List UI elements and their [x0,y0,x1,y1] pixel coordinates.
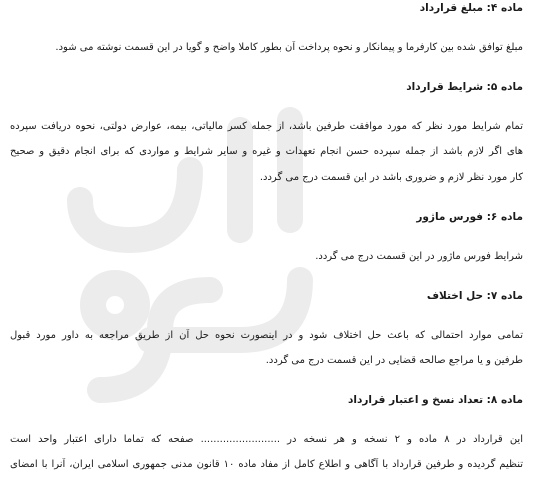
article-7-title: ماده ۷: حل اختلاف [426,290,523,302]
article-6-line-1: شرایط فورس ماژور در این قسمت درج می گردد. [315,251,523,262]
article-4-line-1: مبلغ توافق شده بین کارفرما و پیمانکار و نحوه پرداخت آن بطور کاملا واضح و گویا در این قسمت نوشته می شود. [55,42,523,53]
article-5-title: ماده ۵: شرایط قرارداد [406,81,523,93]
article-5-line-1: تمام شرایط مورد نظر که مورد موافقت طرفین باشد، از جمله کسر مالیاتی، بیمه، عوارض دولتی، نحوه دریافت سپرده [10,121,523,132]
article-5-line-3: کار مورد نظر لازم و ضروری باشد در این قسمت درج می گردد. [259,172,523,183]
article-7-line-1: تمامی موارد احتمالی که باعث حل اختلاف شود و در اینصورت نحوه حل آن از طریق مراجعه به داور مورد قبول [10,330,523,341]
article-8-line-2: تنظیم گردیده و طرفین قرارداد با آگاهی و اطلاع کامل از مفاد ماده ۱۰ قانون مدنی جمهوری اسلامی ایران، آنرا با امضای [10,459,523,470]
article-7-line-2: طرفین و یا مراجع صالحه قضایی در این قسمت درج می گردد. [265,355,523,366]
article-5-line-2: های اگر لازم باشد از جمله سپرده حسن انجام تعهدات و غیره و سایر شرایط و مواردی که برای انجام دقیق و صحیح [10,146,523,157]
article-8-line-1: این قرارداد در ۸ ماده و ۲ نسخه و هر نسخه در ......................... صفحه که تماما دارای اعتبار واحد است [10,434,523,445]
article-8-title: ماده ۸: تعداد نسخ و اعتبار قرارداد [348,394,523,406]
article-6-title: ماده ۶: فورس ماژور [416,211,523,223]
article-4-title: ماده ۴: مبلغ قرارداد [419,2,523,14]
